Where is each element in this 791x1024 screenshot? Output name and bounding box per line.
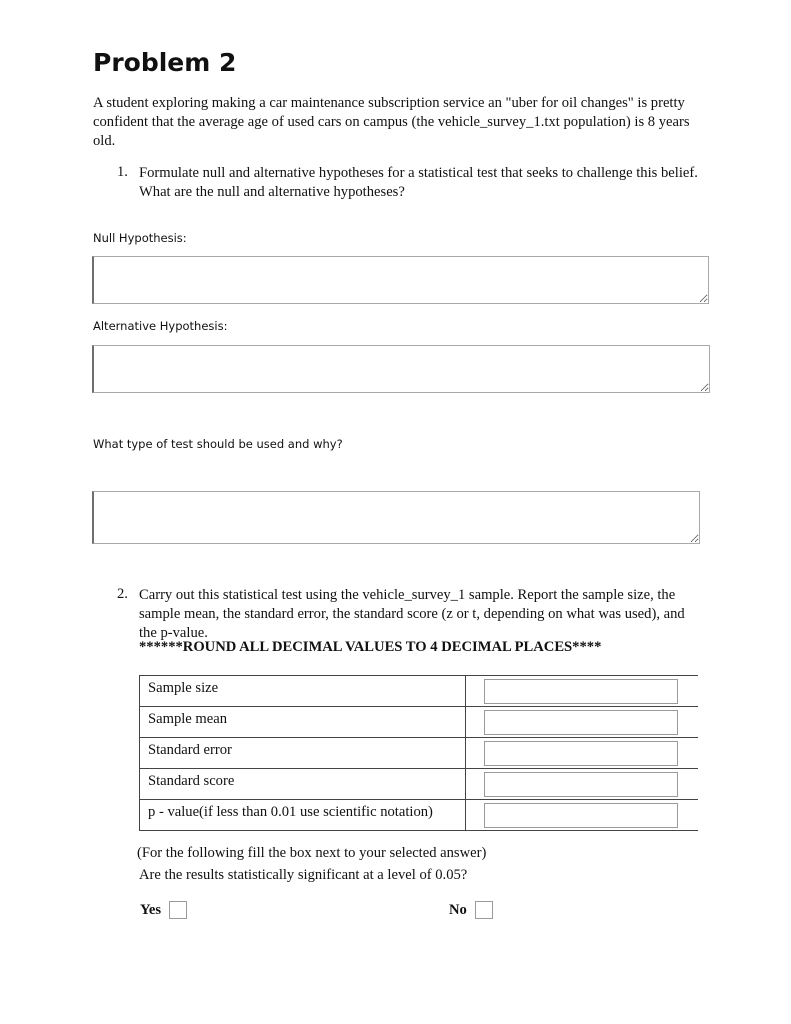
question-1-number: 1. [117,164,128,180]
table-row [140,707,699,738]
standard-error-input[interactable] [484,741,678,766]
alternative-hypothesis-label: Alternative Hypothesis: [93,319,228,333]
page-title: Problem 2 [93,48,237,77]
row-label-standard-error: Standard error [140,738,466,769]
question-1-text: Formulate null and alternative hypotheses for a statistical test that seeks to challenge this belief. What are the null and alternative hypotheses? [139,165,698,200]
sample-mean-input[interactable] [484,710,678,735]
row-label-sample-mean: Sample mean [140,707,466,738]
test-type-input[interactable] [92,491,700,544]
sample-size-input[interactable] [484,679,678,704]
no-checkbox[interactable] [475,901,493,919]
table-row [140,800,699,831]
table-row [140,769,699,800]
rounding-note: ******ROUND ALL DECIMAL VALUES TO 4 DECIMAL PLACES**** [139,639,602,655]
significance-question: Are the results statistically significant at a level of 0.05? [139,867,468,883]
test-type-label: What type of test should be used and why? [93,437,343,451]
question-2-number: 2. [117,586,128,602]
row-label-standard-score: Standard score [140,769,466,800]
yes-checkbox[interactable] [169,901,187,919]
yes-label: Yes [140,901,162,918]
table-row [140,676,699,707]
no-label: No [449,901,467,918]
alternative-hypothesis-input[interactable] [92,345,710,393]
results-table [139,675,698,831]
choice-no [449,901,493,919]
row-label-sample-size: Sample size [140,676,466,707]
null-hypothesis-label: Null Hypothesis: [93,231,187,245]
p-value-input[interactable] [484,803,678,828]
standard-score-input[interactable] [484,772,678,797]
table-row [140,738,699,769]
question-2-text: Carry out this statistical test using the vehicle_survey_1 sample. Report the sample size, the sample mean, the standard error, the standard score (z or t, depending on what was used), and the p-value. [139,587,685,641]
problem-intro: A student exploring making a car maintenance subscription service an "uber for oil changes" is pretty confident that the average age of used cars on campus (the vehicle_survey_1.txt population) is 8 years old. [93,95,690,149]
fill-instruction: (For the following fill the box next to your selected answer) [137,845,487,861]
choice-yes [140,901,187,919]
null-hypothesis-input[interactable] [92,256,709,304]
row-label-p-value: p - value(if less than 0.01 use scientific notation) [140,800,466,831]
